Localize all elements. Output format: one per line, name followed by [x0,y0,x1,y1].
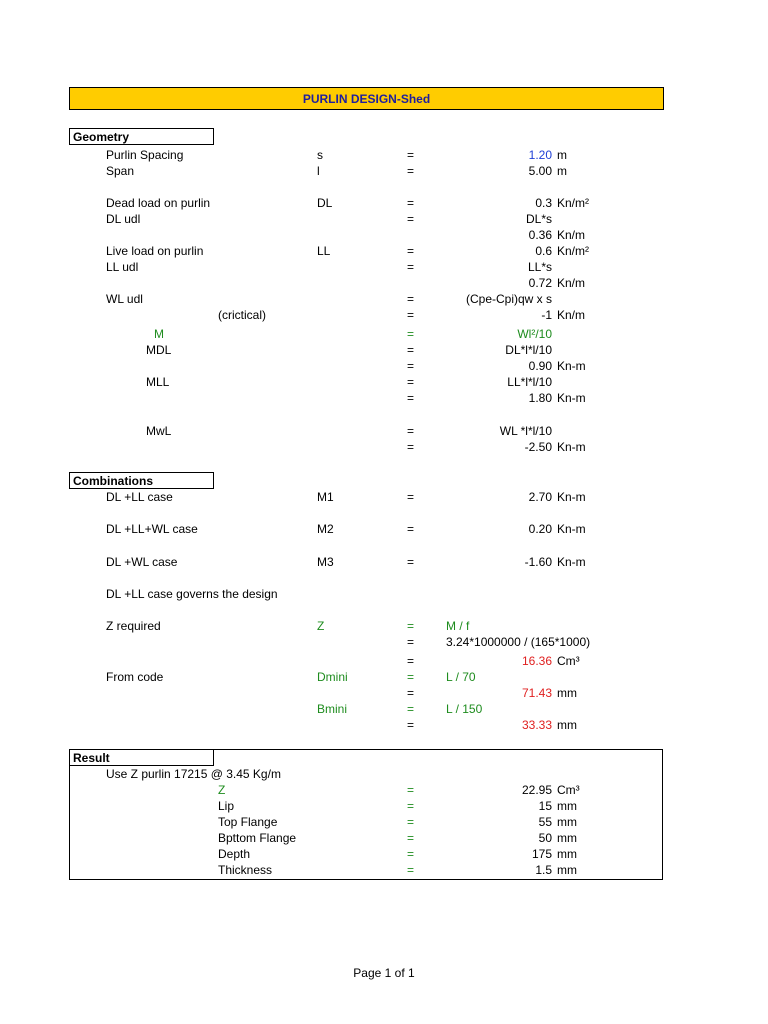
eq: = [407,260,415,274]
result-label: Top Flange [218,815,278,829]
val-spacing: 1.20 [528,148,552,162]
label-combo-3: DL +WL case [106,555,178,569]
eq: = [407,196,415,210]
result-unit: mm [557,847,577,861]
label-from-code: From code [106,670,164,684]
result-label: Z [218,783,226,797]
eq: = [407,212,415,226]
eq: = [407,783,415,797]
eq: = [407,440,415,454]
eq: = [407,244,415,258]
label-combo-2: DL +LL+WL case [106,522,198,536]
sheet-title: PURLIN DESIGN-Shed [69,87,664,110]
eq: = [407,490,415,504]
eq: = [407,164,415,178]
val-m2: 0.20 [528,522,552,536]
result-unit: Cm³ [557,783,580,797]
val-dmini: 71.43 [521,686,552,700]
eq: = [407,375,415,389]
eq: = [407,391,415,405]
eq: = [407,718,415,732]
val-wl-udl: -1 [541,308,552,322]
calc-z: 3.24*1000000 / (165*1000) [446,635,591,649]
result-label: Depth [218,847,251,861]
formula-m: Wl²/10 [517,327,552,341]
formula-bmini: L / 150 [446,702,483,716]
unit-mdl: Kn-m [557,359,586,373]
eq: = [407,292,415,306]
label-wl-udl: WL udl [106,292,143,306]
eq: = [407,654,415,668]
eq: = [407,424,415,438]
result-value: 1.5 [535,863,552,877]
result-unit: mm [557,831,577,845]
eq: = [407,702,415,716]
eq: = [407,635,415,649]
eq: = [407,686,415,700]
val-live-load: 0.6 [535,244,552,258]
sym-m1: M1 [317,490,334,504]
result-label: Lip [218,799,235,813]
eq: = [407,619,415,633]
eq: = [407,863,415,877]
note-critical: (crictical) [218,308,266,322]
val-ll-udl: 0.72 [528,276,552,290]
val-dl-udl: 0.36 [528,228,552,242]
result-label: Bpttom Flange [218,831,297,845]
result-unit: mm [557,863,577,877]
val-m3: -1.60 [524,555,552,569]
eq: = [407,343,415,357]
unit-mwl: Kn-m [557,440,586,454]
label-mll: MLL [146,375,170,389]
unit-dead-load: Kn/m² [557,196,590,210]
eq: = [407,799,415,813]
val-dead-load: 0.3 [535,196,552,210]
unit-spacing: m [557,148,567,162]
eq: = [407,148,415,162]
eq: = [407,670,415,684]
result-use: Use Z purlin 17215 @ 3.45 Kg/m [106,767,281,781]
page-footer: Page 1 of 1 [353,966,415,980]
unit-dmini: mm [557,686,577,700]
unit-z-required: Cm³ [557,654,580,668]
unit-m3: Kn-m [557,555,586,569]
result-value: 55 [538,815,552,829]
sym-l: l [317,164,320,178]
governs-note: DL +LL case governs the design [106,587,278,601]
unit-ll-udl: Kn/m [557,276,586,290]
sym-dmini: Dmini [317,670,348,684]
label-span: Span [106,164,135,178]
unit-m1: Kn-m [557,490,586,504]
label-live-load: Live load on purlin [106,244,204,258]
sym-m3: M3 [317,555,334,569]
unit-live-load: Kn/m² [557,244,590,258]
sym-m2: M2 [317,522,334,536]
result-value: 15 [538,799,552,813]
result-label: Thickness [218,863,273,877]
formula-ll-udl: LL*s [527,260,552,274]
unit-bmini: mm [557,718,577,732]
eq: = [407,308,415,322]
label-dl-udl: DL udl [106,212,141,226]
section-result: Result [69,749,214,766]
sym-s: s [317,148,323,162]
label-dead-load: Dead load on purlin [106,196,211,210]
label-purlin-spacing: Purlin Spacing [106,148,184,162]
formula-z: M / f [446,619,470,633]
unit-dl-udl: Kn/m [557,228,586,242]
val-z-required: 16.36 [521,654,552,668]
val-span: 5.00 [528,164,552,178]
label-combo-1: DL +LL case [106,490,173,504]
formula-dl-udl: DL*s [525,212,552,226]
formula-mll: LL*l*l/10 [507,375,552,389]
result-value: 22.95 [521,783,552,797]
sym-dl: DL [317,196,333,210]
unit-wl-udl: Kn/m [557,308,586,322]
val-mll: 1.80 [528,391,552,405]
label-mwl: MwL [146,424,172,438]
val-mwl: -2.50 [524,440,552,454]
eq: = [407,359,415,373]
sym-bmini: Bmini [317,702,348,716]
result-unit: mm [557,815,577,829]
result-unit: mm [557,799,577,813]
label-m: M [154,327,164,341]
unit-mll: Kn-m [557,391,586,405]
eq: = [407,555,415,569]
label-ll-udl: LL udl [106,260,139,274]
sym-z: Z [317,619,325,633]
formula-mwl: WL *l*l/10 [499,424,552,438]
section-combinations: Combinations [69,472,214,489]
formula-wl-udl: (Cpe-Cpi)qw x s [465,292,552,306]
label-mdl: MDL [146,343,172,357]
unit-span: m [557,164,567,178]
eq: = [407,327,415,341]
formula-mdl: DL*l*l/10 [505,343,552,357]
result-value: 50 [538,831,552,845]
eq: = [407,522,415,536]
eq: = [407,815,415,829]
eq: = [407,847,415,861]
unit-m2: Kn-m [557,522,586,536]
section-geometry: Geometry [69,128,214,145]
label-z-required: Z required [106,619,161,633]
formula-dmini: L / 70 [446,670,476,684]
val-m1: 2.70 [528,490,552,504]
val-mdl: 0.90 [528,359,552,373]
result-value: 175 [531,847,552,861]
sym-ll: LL [317,244,331,258]
eq: = [407,831,415,845]
val-bmini: 33.33 [521,718,552,732]
